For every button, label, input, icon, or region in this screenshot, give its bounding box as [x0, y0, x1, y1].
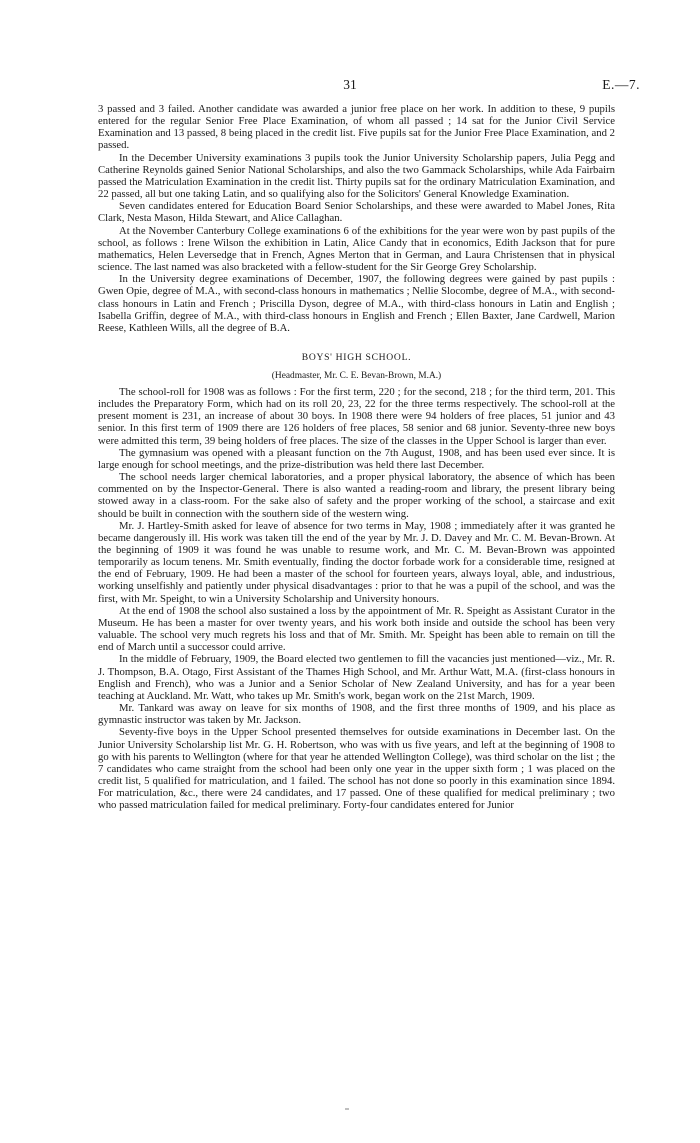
paragraph: Seven candidates entered for Education Board Senior Scholarships, and these were awarded to Mabel Jones, Rita Clark, Nesta Mason, Hilda Stewart, and Alice Callaghan. — [98, 200, 615, 225]
paragraph: Mr. Tankard was away on leave for six months of 1908, and the first three months of 1909, and his place as gymnastic instructor was taken by Mr. Jackson. — [98, 702, 615, 727]
paragraph: The school needs larger chemical laboratories, and a proper physical laboratory, the absence of which has been commented on by the Inspector-General. There is also wanted a reading-room and library, the present library being stowed away in a class-room. For the sake also of safety and the proper working of the school, a staircase and exit should be built in connection with the southern side of the western wing. — [98, 471, 615, 520]
paragraph: Mr. J. Hartley-Smith asked for leave of absence for two terms in May, 1908 ; immediately after it was granted he became dangerously ill. His work was taken till the end of the year by Mr. J. D. Davey and Mr. C. M. Bevan-Brown. At the beginning of 1909 it was found he was unable to resume work, and Mr. C. M. Bevan-Brown was appointed temporarily as locum tenens. Mr. Smith eventually, finding the doctor forbade work for a considerable time, resigned at the end of February, 1909. He had been a master of the school for fourteen years, always loyal, able, and industrious, working unselfishly and patiently under physical disadvantages : prior to that he was a pupil of the school, and was the first, with Mr. Speight, to win a University Scholarship and University honours. — [98, 519, 615, 605]
paragraph: The school-roll for 1908 was as follows : For the first term, 220 ; for the second, 218 ; for the third term, 201. This includes the Preparatory Form, which had on its roll 20, 23, 22 for the three terms respectively. The school-roll at the present moment is 231, an increase of about 30 boys. In 1908 there were 94 holders of free places, 51 junior and 43 senior. In this first term of 1909 there are 126 holders of free places, 58 senior and 68 junior. Seventy-three new boys were admitted this term, 39 being holders of free places. The size of the classes in the Upper School is larger than ever. — [98, 385, 615, 447]
page-body — [98, 103, 615, 811]
girls-school-section — [98, 103, 615, 334]
page-number: 31 — [343, 77, 357, 92]
section-subheading: (Headmaster, Mr. C. E. Bevan-Brown, M.A.) — [271, 370, 442, 381]
series-code: E.—7. — [602, 77, 640, 92]
paragraph: At the November Canterbury College examinations 6 of the exhibitions for the year were won by past pupils of the school, as follows : Irene Wilson the exhibition in Latin, Alice Candy that in economics, Edith Jackson that for pure mathematics, Helen Leversedge that in French, Agnes Merton that in German, and Laura Christensen that in physical science. The last named was also bracketed with a fellow-student for the Sir George Grey Scholarship. — [98, 224, 615, 274]
paragraph: Seventy-five boys in the Upper School presented themselves for outside examinations in December last. On the Junior University Scholarship list Mr. G. H. Robertson, who was with us five years, and left at the beginning of 1908 to go with his parents to Wellington (where for that year he attended Wellington College), was third scholar on the list ; the 7 candidates who came straight from the school had been only one year in the upper sixth form ; 1 was placed on the credit list, 5 qualified for matriculation, and 1 failed. The school has not done so poorly in this examination since 1894. For matriculation, &c., there were 24 candidates, and 17 passed. One of these qualified for medical preliminary ; two who passed matriculation failed for medical preliminary. Forty-four candidates entered for Junior — [98, 726, 615, 812]
scan-mark — [345, 1108, 349, 1110]
boys-high-school-section — [98, 352, 615, 811]
paragraph: In the middle of February, 1909, the Board elected two gentlemen to fill the vacancies just mentioned—viz., Mr. R. J. Thompson, B.A. Otago, First Assistant of the Thames High School, and Mr. Arthur Watt, M.A. (first-class honours in English and French), who was a Junior and a Senior Scholar of New Zealand University, and has for a year been teaching at Auckland. Mr. Watt, who takes up Mr. Smith's work, began work on the 21st March, 1909. — [98, 653, 615, 702]
section-heading: BOYS' HIGH SCHOOL. — [301, 351, 412, 363]
paragraph: 3 passed and 3 failed. Another candidate was awarded a junior free place on her work. In addition to these, 9 pupils entered for the regular Senior Free Place Examination, of whom all passed ; 14 sat for the Junior Civil Service Examination and 13 passed, 8 being placed in the credit list. Five pupils sat for the Junior Free Place Examination, and 2 passed. — [98, 103, 615, 152]
paragraph: The gymnasium was opened with a pleasant function on the 7th August, 1908, and has been used ever since. It is large enough for school meetings, and the prize-distribution was held there last December. — [98, 446, 615, 471]
paragraph: At the end of 1908 the school also sustained a loss by the appointment of Mr. R. Speight as Assistant Curator in the Museum. He has been a master for over twenty years, and his work both inside and outside the school has been very valuable. The school very much regrets his loss and that of Mr. Smith. Mr. Speight has been able to remain on till the end of March until a successor could arrive. — [98, 604, 615, 654]
page-header — [0, 77, 700, 93]
paragraph: In the December University examinations 3 pupils took the Junior University Scholarship papers, Julia Pegg and Catherine Reynolds gained Senior National Scholarships, and also the two Gammack Scholarships, while Ada Fairbairn passed the Matriculation Examination in the credit list. Thirty pupils sat for the ordinary Matriculation Examination, and 22 passed, all but one taking Latin, and so qualifying also for the Solicitors' General Knowledge Examination. — [98, 151, 615, 201]
paragraph: In the University degree examinations of December, 1907, the following degrees were gained by past pupils : Gwen Opie, degree of M.A., with second-class honours in mathematics ; Nellie Slocombe, degree of M.A., with second-class honours in Latin and French ; Priscilla Dyson, degree of M.A., with third-class honours in Latin and English ; Isabella Griffin, degree of M.A., with third-class honours in English and French ; Ellen Baxter, Jane Cardwell, Marion Reese, Kathleen Wills, all the degree of B.A. — [98, 273, 615, 334]
